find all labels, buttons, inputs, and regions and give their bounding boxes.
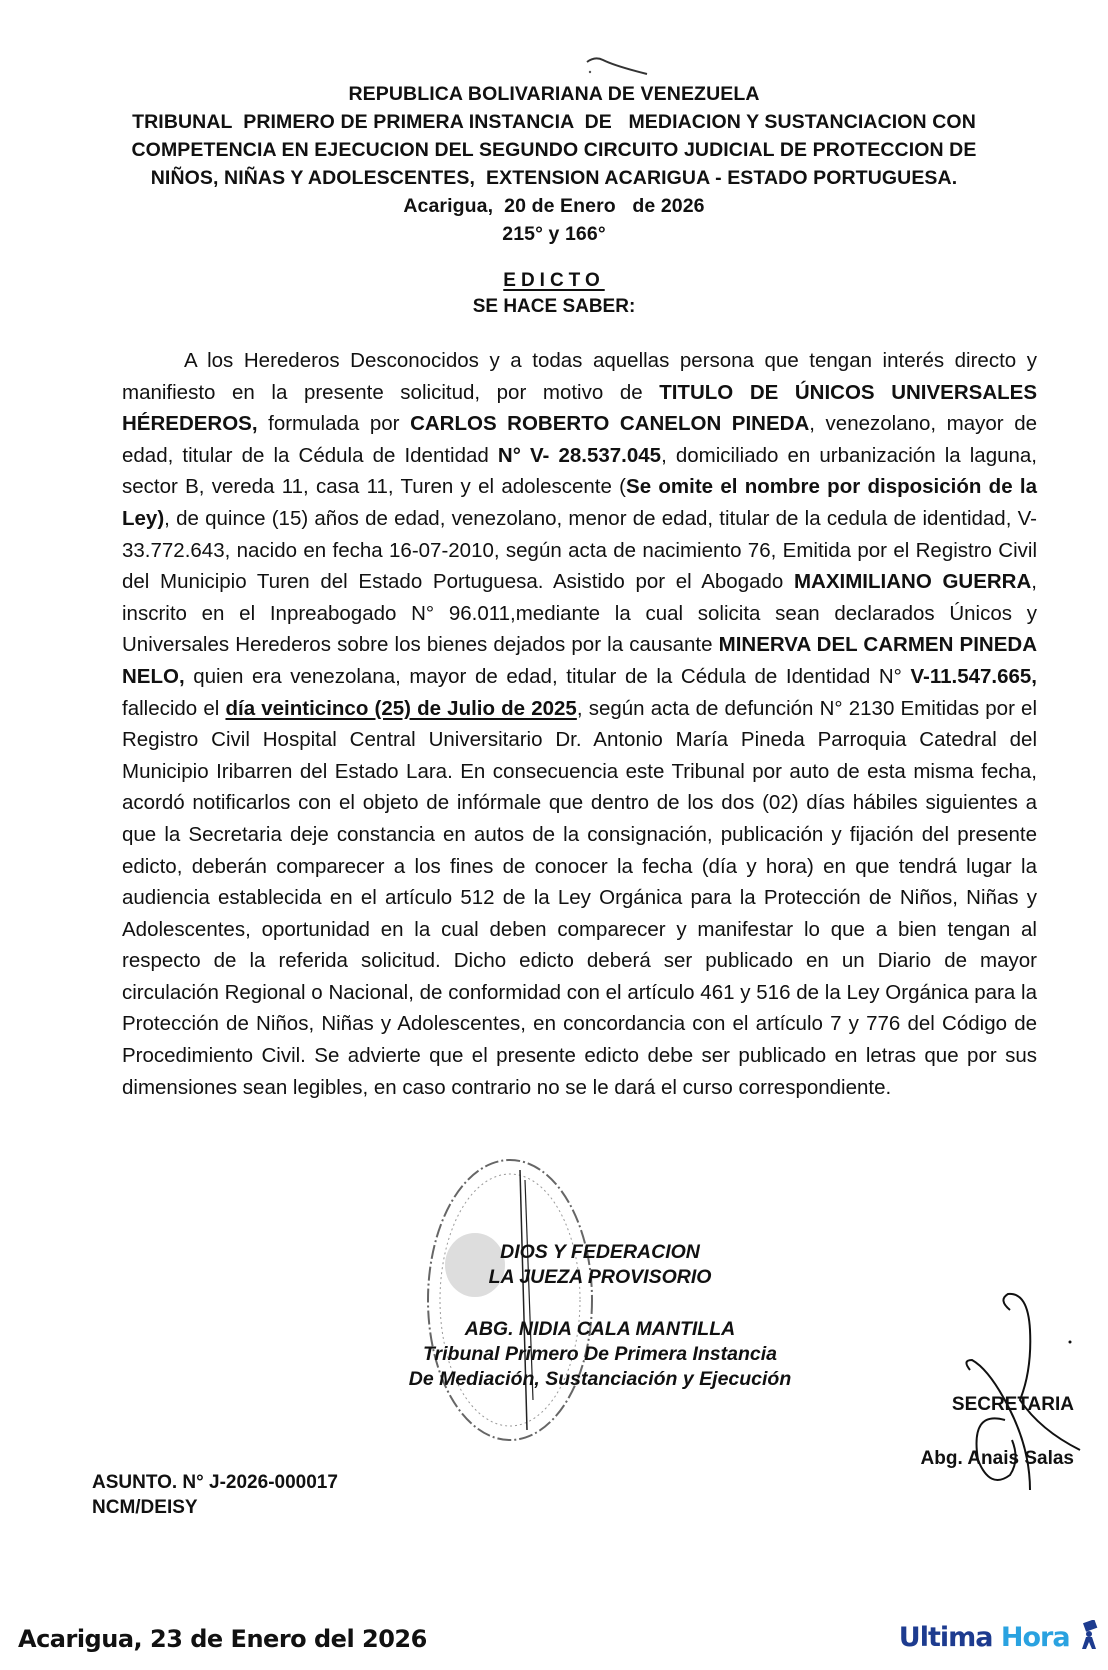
document-title: EDICTO (503, 270, 605, 291)
body-text: fallecido el (122, 696, 226, 720)
deceased-name: MINERVA DEL CARMEN PINEDA NELO, (122, 633, 1037, 688)
body-text: quien era venezolana, mayor de edad, titular de la Cédula de Identidad N° (184, 664, 911, 688)
publication-date: Acarigua, 23 de Enero del 2026 (18, 1625, 427, 1653)
judge-name: ABG. NIDIA CALA MANTILLA (464, 1318, 736, 1340)
body-text: , según acta de defunción N° 2130 Emitidas por el Registro Civil Hospital Central Universitario Dr. Antonio María Pineda Parroquia Catedral del Municipio Iribarren del Estado Lara. En consecuencia este Tribunal por auto de esta misma fecha, acordó notificarlos con el objeto de infórmale que dentro de los dos (02) días hábiles siguientes a que la Secretaria deje constancia en autos de la consignación, publicación y fijación del presente edicto, deberán comparecer a los fines de conocer la fecha (día y hora) en que tendrá lugar la audiencia establecida en el artículo 512 de la Ley Orgánica para la Protección de Niños, Niñas y Adolescentes, oportunidad en la cual deben comparecer y manifestar lo que a bien tengan al respecto de la referida solicitud. Dicho edicto deberá ser publicado en un Diario de mayor circulación Regional o Nacional, de conformidad con el artículo 461 y 516 de la Ley Orgánica para la Protección de Niños, Niñas y Adolescentes, en concordancia con el artículo 7 y 776 del Código de Procedimiento Civil. Se advierte que el presente edicto debe ser publicado en letras que por sus dimensiones sean legibles, en caso contrario no se le dará el curso correspondiente. (122, 696, 1038, 1099)
body-bold-subject: TITULO DE ÚNICOS UNIVERSALES HÉREDEROS, (122, 380, 1037, 436)
death-date: día veinticinco (25) de Julio de 2025 (225, 696, 577, 720)
court-header (0, 80, 1108, 248)
applicant-name: CARLOS ROBERTO CANELON PINEDA (410, 412, 810, 436)
header-republic: REPUBLICA BOLIVARIANA DE VENEZUELA (348, 83, 760, 105)
body-text: A los Herederos Desconocidos y a todas aquellas persona que tengan interés directo y manifiesto en la presente solicitud, por motivo de (122, 349, 1037, 404)
judge-title: LA JUEZA PROVISORIO (488, 1266, 712, 1288)
edict-body (122, 345, 1037, 1103)
scan-mark-top (585, 52, 665, 82)
logo-word-ultima: Ultima (898, 1622, 993, 1653)
newspaper-carrier-icon (1078, 1620, 1100, 1650)
logo-word-hora: Hora (1000, 1622, 1070, 1653)
header-court-line-3: NIÑOS, NIÑAS Y ADOLESCENTES, EXTENSION ACARIGUA - ESTADO PORTUGUESA. (150, 167, 958, 189)
secretary-name: Abg. Anais Salas (920, 1448, 1074, 1469)
case-number: ASUNTO. N° J-2026-000017 (92, 1472, 338, 1493)
edict-paragraph (122, 345, 1037, 1103)
document-subtitle: SE HACE SABER: (472, 296, 636, 317)
ultima-hora-logo (899, 1620, 1100, 1653)
header-court-line-2: COMPETENCIA EN EJECUCION DEL SEGUNDO CIRCUITO JUDICIAL DE PROTECCION DE (131, 139, 977, 161)
header-date: Acarigua, 20 de Enero de 2026 (403, 195, 705, 217)
body-text: formulada por (257, 412, 411, 436)
lawyer-name: MAXIMILIANO GUERRA (793, 570, 1032, 594)
body-text: , domiciliado en urbanización la laguna, sector B, vereda 11, casa 11, Turen y el adolescente ( (122, 443, 1037, 499)
deceased-id: V-11.547.665, (910, 664, 1037, 688)
applicant-id: N° V- 28.537.045 (497, 443, 662, 467)
judge-court-line-2: De Mediación, Sustanciación y Ejecución (408, 1368, 792, 1390)
header-court-line-1: TRIBUNAL PRIMERO DE PRIMERA INSTANCIA DE MEDIACION Y SUSTANCIACION CON (132, 111, 976, 133)
body-text: , venezolano, mayor de edad, titular de la Cédula de Identidad (122, 412, 1037, 467)
header-years: 215° y 166° (502, 223, 606, 245)
case-reference (92, 1470, 338, 1520)
body-text: , de quince (15) años de edad, venezolano, menor de edad, titular de la cedula de identidad, V-33.772.643, nacido en fecha 16-07-2010, según acta de nacimiento 76, Emitida por el Registro Civil del Municipio Turen del Estado Portuguesa. Asistido por el Abogado (122, 506, 1037, 594)
case-initials: NCM/DEISY (92, 1497, 198, 1518)
judge-signature-block (365, 1240, 835, 1392)
judge-court-line-1: Tribunal Primero De Primera Instancia (422, 1343, 778, 1365)
motto: DIOS Y FEDERACION (500, 1241, 700, 1263)
body-text: , inscrito en el Inpreabogado N° 96.011,mediante la cual solicita sean declarados Únicos y Universales Herederos sobre los bienes dejados por la causante (122, 570, 1037, 657)
secretary-title: SECRETARIA (951, 1394, 1074, 1415)
minor-name-omitted: Se omite el nombre por disposición de la Ley) (122, 475, 1037, 530)
